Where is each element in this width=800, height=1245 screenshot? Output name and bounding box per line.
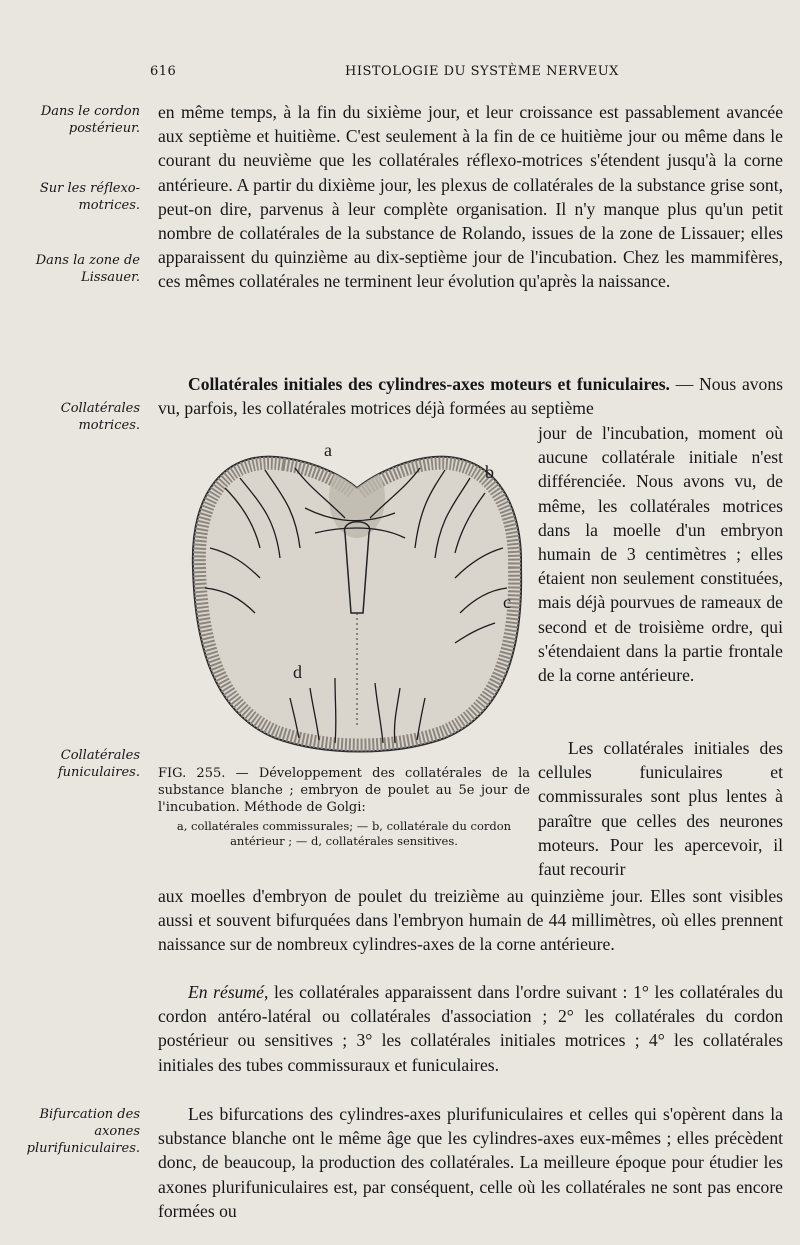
margin-note-collaterales-motrices: Collatérales motrices. xyxy=(60,401,140,433)
figure-caption-legend: a, collatérales commissurales; — b, collatérale du cordon antérieur ; — d, collatérales sensitives. xyxy=(176,819,512,848)
margin-note-cordon-posterieur: Dans le cordon postérieur. xyxy=(40,104,140,136)
resume-text: , les collatérales apparaissent dans l'ordre suivant : 1° les collatérales du cordon antéro-latéral ou collatérales d'association ; 2° les collatérales du cordon postérieur ou sensitives ; 3° les collatérales initiales motrices ; 4° les collatérales initiales des tubes commissuraux et funiculaires. xyxy=(158,982,783,1075)
dorsal-septum xyxy=(329,458,385,538)
margin-note-bifurcation: Bifurcation des axones plurifuniculaires. xyxy=(26,1107,140,1156)
figure-label-d: d xyxy=(293,662,302,682)
paragraph-bifurcations: Les bifurcations des cylindres-axes plurifuniculaires et celles qui s'opèrent dans la substance blanche ont le même âge que les cylindres-axes eux-mêmes ; elles précèdent donc, de beaucoup, la production des collatérales. La meilleure époque pour étudier les axones plurifuniculaires est, par conséquent, celle où les collatérales ne sont pas encore formées ou xyxy=(158,1104,783,1221)
margin-note-zone-lissauer: Dans la zone de Lissauer. xyxy=(35,253,140,285)
paragraph-2-side: jour de l'incubation, moment où aucune collatérale initiale n'est différenciée. Nous avons vu, de même, les collatérales motrices dans la moelle d'un embryon humain de 3 centimètres ; elles étaient non seulement constituées, mais déjà pourvues de rameaux de second et de troisième ordre, qui s'étendaient dans la partie frontale de la corne antérieure. xyxy=(538,423,783,686)
resume-italic: En résumé xyxy=(188,982,264,1002)
paragraph-resume xyxy=(158,980,783,1077)
spinal-cord-figure xyxy=(185,438,530,758)
figure-label-a: a xyxy=(324,440,332,460)
paragraph-3-side: Les collatérales initiales des cellules funiculaires et commissurales sont plus lentes à paraître que celles des neurones moteurs. Pour les apercevoir, il faut recourir xyxy=(538,738,783,880)
running-title: HISTOLOGIE DU SYSTÈME NERVEUX xyxy=(345,64,619,79)
paragraph-2-opening xyxy=(158,372,783,420)
figure-label-b: b xyxy=(485,462,494,482)
figure-caption xyxy=(158,765,530,849)
paragraph-2-start: — Nous avons vu, parfois, les collatérales motrices déjà formées au septième xyxy=(158,374,783,419)
paragraph-3-continuation: aux moelles d'embryon de poulet du treizième au quinzième jour. Elles sont visibles aussi et souvent bifurquées dans l'embryon humain de 44 millimètres, où elles prennent naissance sur de nombreux cylindres-axes de la corne antérieure. xyxy=(158,886,783,955)
section-heading: Collatérales initiales des cylindres-axes moteurs et funiculaires. xyxy=(188,374,670,394)
margin-note-reflexo-motrices: Sur les réflexo-motrices. xyxy=(39,181,140,213)
figure-label-c: c xyxy=(503,592,511,612)
paragraph-1: en même temps, à la fin du sixième jour, et leur croissance est passablement avancée aux septième et huitième. C'est seulement à la fin de ce huitième jour ou même dans le courant du neuvième que les collatérales réflexo-motrices s'étendent jusqu'à la corne antérieure. A partir du dixième jour, les plexus de collatérales de la substance grise sont, peut-on dire, parvenus à leur complète organisation. Il n'y manque plus qu'un petit nombre de collatérales de la substance de Rolando, issues de la zone de Lissauer; elles apparaissent du quinzième au dix-septième jour de l'incubation. Chez les mammifères, ces mêmes collatérales ne terminent leur évolution qu'après la naissance. xyxy=(158,102,783,292)
margin-note-collaterales-funiculaires: Collatérales funiculaires. xyxy=(57,748,140,780)
page-number: 616 xyxy=(150,64,177,79)
figure-caption-title: FIG. 255. — Développement des collatérales de la substance blanche ; embryon de poulet au 5e jour de l'incubation. Méthode de Golgi: xyxy=(158,766,530,815)
